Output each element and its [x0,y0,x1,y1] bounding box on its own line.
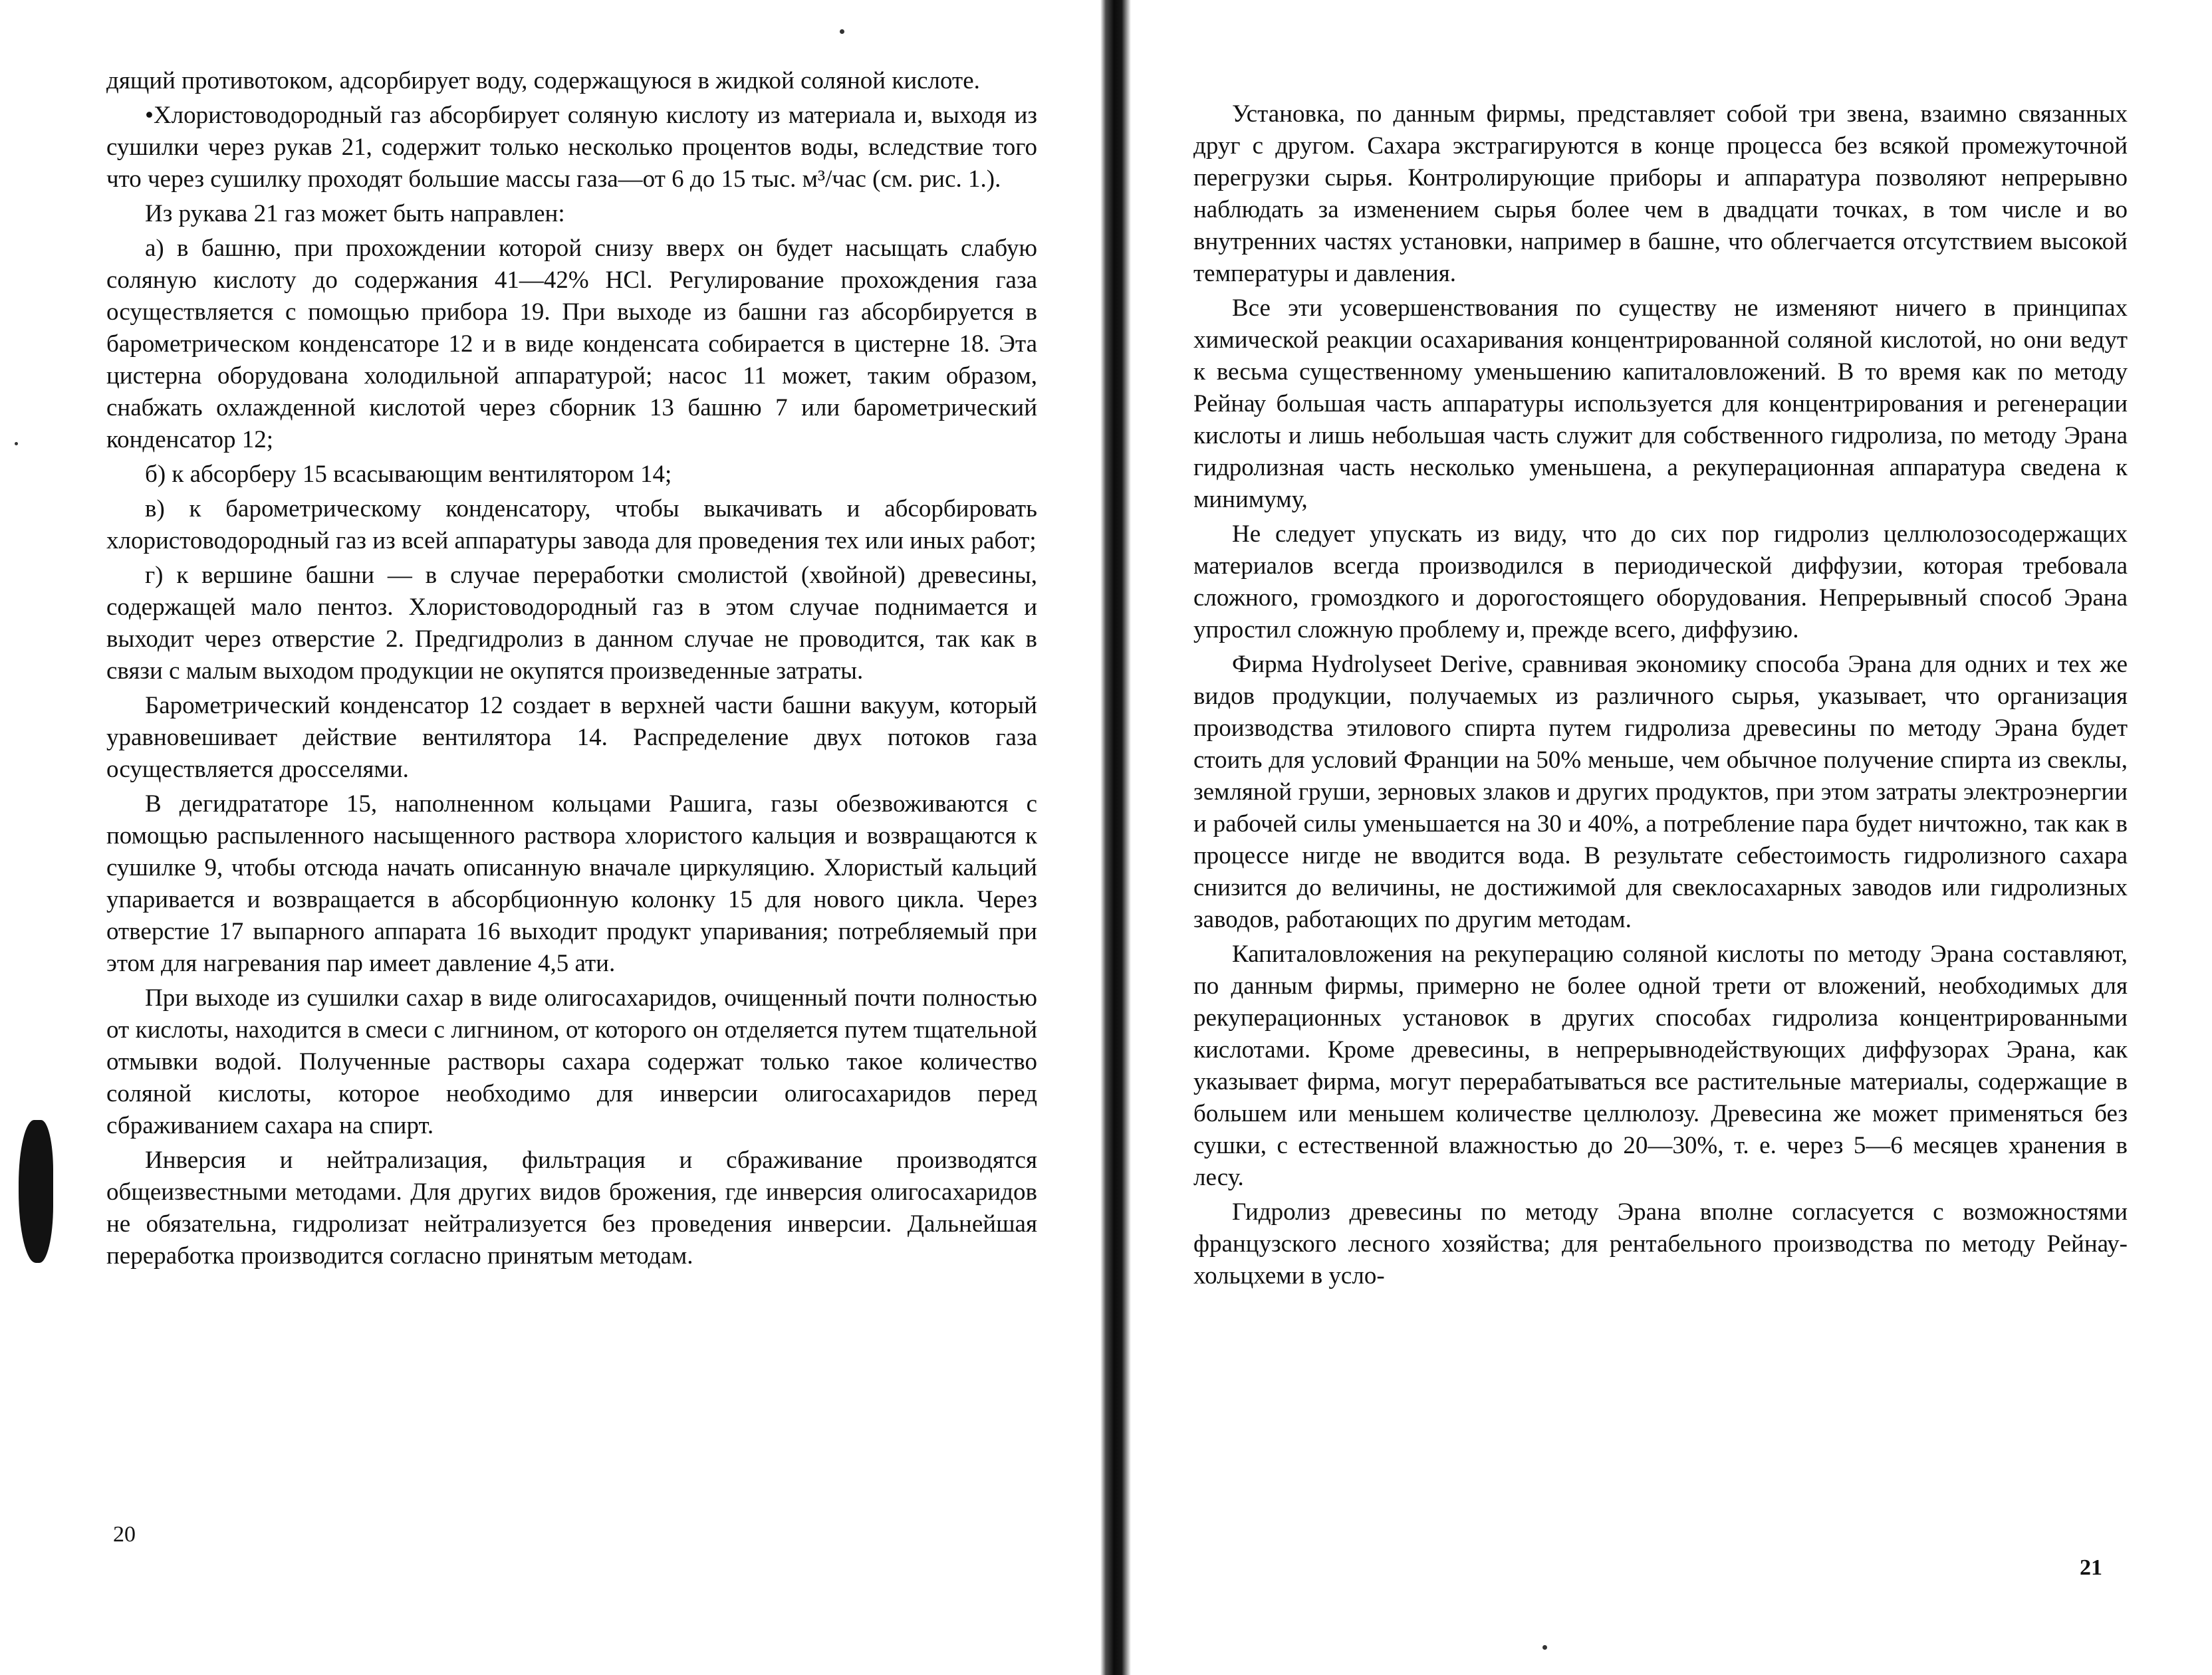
list-item: г) к вершине башни — в случае переработки смолистой (хвойной) древесины, содержащей мало пентоз. Хлористоводородный газ в этом случае поднимается и выходит через отверстие 2. Предгидролиз в данном случае не проводится, так как в связи с малым выходом продукции не окупятся произведенные затраты. [106,562,1037,685]
paragraph: Барометрический конденсатор 12 создает в верхней части башни вакуум, который уравновешивает действие вентилятора 14. Распределение двух потоков газа осуществляется дросселями. [106,692,1037,783]
list-item: в) к барометрическому конденсатору, чтобы выкачивать и абсорбировать хлористоводородный газ из всей аппаратуры завода для проведения тех или иных работ; [106,495,1037,554]
scan-speck [1542,1645,1547,1650]
scan-speck [840,29,844,34]
left-page-text [106,65,1037,1275]
paragraph: Фирма Hydrolyseet Derive, сравнивая экономику способа Эрана для одних и тех же видов продукции, получаемых из различного сырья, указывает, что организация производства этилового спирта путем гидролиза древесины по методу Эрана будет стоить для условий Франции на 50% меньше, чем обычное получение спирта из свеклы, земляной груши, зерновых злаков и других продуктов, при этом затраты электроэнергии и рабочей силы уменьшается на 30 и 40%, а потребление пара будет ничтожно, так как в процессе нигде не вводится вода. В результате себестоимость гидролизного сахара снизится до величины, не достижимой для свеклосахарных заводов или гидролизных заводов, работающих по другим методам. [1193,651,2128,933]
paragraph: В дегидрататоре 15, наполненном кольцами Рашига, газы обезвоживаются с помощью распыленного насыщенного раствора хлористого кальция и возвращаются к сушилке 9, чтобы отсюда начать описанную вначале циркуляцию. Хлористый кальций упаривается и возвращается в абсорбционную колонку 15 для нового цикла. Через отверстие 17 выпарного аппарата 16 выходит продукт упаривания; потребляемый при этом для нагревания пар имеет давление 4,5 ати. [106,790,1037,977]
paragraph: Из рукава 21 газ может быть направлен: [145,200,565,227]
paragraph: Инверсия и нейтрализация, фильтрация и сбраживание производятся общеизвестными методами. Для других видов брожения, где инверсия олигосахаридов не обязательна, гидролизат нейтрализуется без проведения инверсии. Дальнейшая переработка производится согласно принятым методам. [106,1147,1037,1270]
paragraph: •Хлористоводородный газ абсорбирует соляную кислоту из материала и, выходя из сушилки через рукав 21, содержит только несколько процентов воды, вследствие того что через сушилку проходят большие массы газа—от 6 до 15 тыс. м³/час (см. рис. 1.). [106,102,1037,193]
list-item: а) в башню, при прохождении которой снизу вверх он будет насыщать слабую соляную кислоту до содержания 41—42% HCl. Регулирование прохождения газа осуществляется с помощью прибора 19. При выходе из башни газ абсорбируется в барометрическом конденсаторе 12 и в виде конденсата собирается в цистерне 18. Эта цистерна оборудована холодильной аппаратурой; насос 11 может, таким образом, снабжать охлажденной кислотой через сборник 13 башню 7 или барометрический конденсатор 12; [106,235,1037,453]
paragraph: Не следует упускать из виду, что до сих пор гидролиз целлюлозосодержащих материалов всегда производился в периодической диффузии, которая требовала сложного, громоздкого и дорогостоящего оборудования. Непрерывный способ Эрана упростил сложную проблему и, прежде всего, диффузию. [1193,520,2128,643]
left-page [0,0,1090,1675]
right-page [1130,0,2212,1675]
page-number-left: 20 [113,1522,136,1547]
paragraph: Гидролиз древесины по методу Эрана вполне согласуется с возможностями французского лесного хозяйства; для рентабельного производства по методу Рейнау-хольцхеми в усло- [1193,1198,2128,1289]
right-page-text [1193,98,2128,1295]
page-number-right: 21 [2080,1555,2102,1580]
scan-smudge [19,1120,53,1263]
paragraph: дящий противотоком, адсорбирует воду, содержащуюся в жидкой соляной кислоте. [106,67,980,94]
list-item: б) к абсорберу 15 всасывающим вентилятором 14; [145,461,672,488]
paragraph: Все эти усовершенствования по существу не изменяют ничего в принципах химической реакции осахаривания концентрированной соляной кислотой, но они ведут к весьма существенному уменьшению капиталовложений. В то время как по методу Рейнау большая часть аппаратуры используется для концентрирования и регенерации кислоты и лишь небольшая часть служит для собственного гидролиза, по методу Эрана гидролизная часть несколько уменьшена, а рекуперационная аппаратура сведена к минимуму, [1193,294,2128,513]
paragraph: Установка, по данным фирмы, представляет собой три звена, взаимно связанных друг с другом. Сахара экстрагируются в конце процесса без всякой промежуточной перегрузки сырья. Контролирующие приборы и аппаратура позволяют непрерывно наблюдать за изменением сырья более чем в двадцати точках, в том числе и во внутренних частях установки, например в башне, что облегчается отсутствием высокой температуры и давления. [1193,100,2128,287]
paragraph: При выходе из сушилки сахар в виде олигосахаридов, очищенный почти полностью от кислоты, находится в смеси с лигнином, от которого он отделяется путем тщательной отмывки водой. Полученные растворы сахара содержат только такое количество соляной кислоты, которое необходимо для инверсии олигосахаридов перед сбраживанием сахара на спирт. [106,984,1037,1139]
paragraph: Капиталовложения на рекуперацию соляной кислоты по методу Эрана составляют, по данным фирмы, примерно не более одной трети от вложений, необходимых для рекуперационных установок в других способах гидролиза концентрированными кислотами. Кроме древесины, в непрерывнодействующих диффузорах Эрана, как указывает фирма, могут перерабатываться все растительные материалы, содержащие в большем или меньшем количестве целлюлозу. Древесина же может применяться без сушки, с естественной влажностью до 20—30%, т. е. через 5—6 месяцев хранения в лесу. [1193,941,2128,1191]
book-gutter [1100,0,1131,1675]
scan-speck [15,442,18,445]
